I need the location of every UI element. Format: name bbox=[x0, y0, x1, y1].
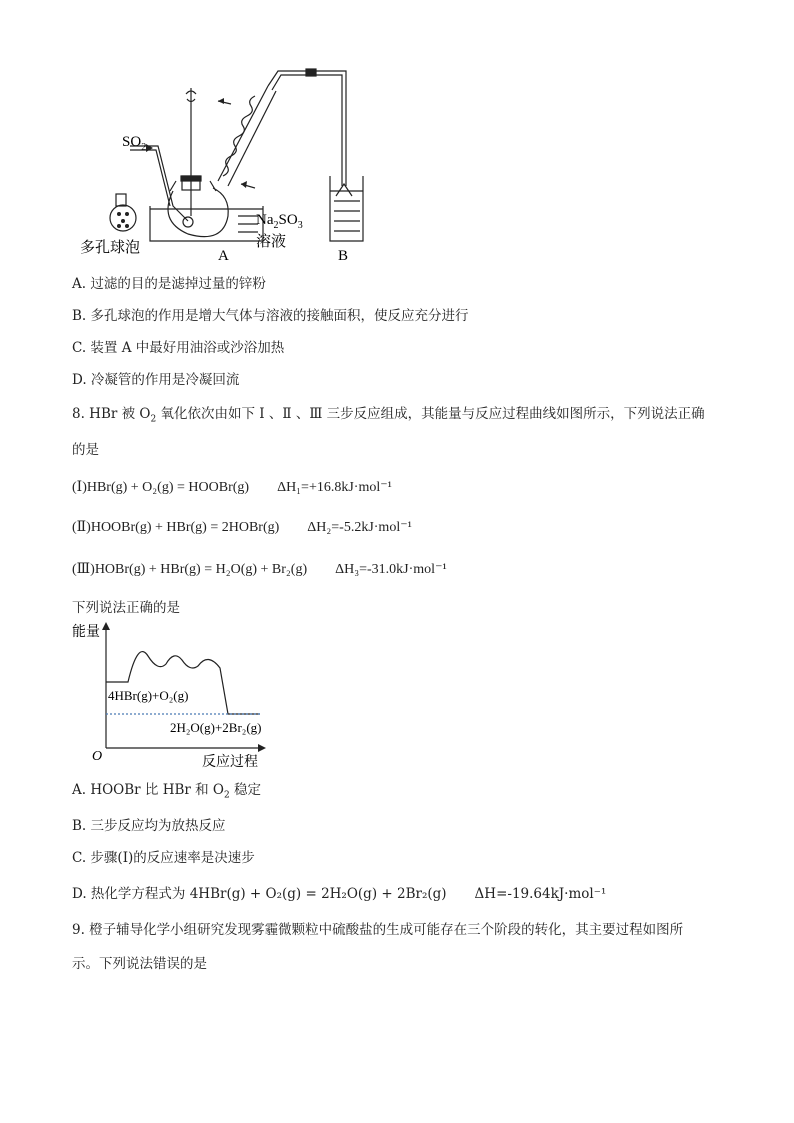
q9-stem-line1: 9. 橙子辅导化学小组研究发现雾霾微颗粒中硫酸盐的生成可能存在三个阶段的转化，其主要过程如图所 bbox=[72, 922, 684, 938]
q8-equation-2: (Ⅱ)HOOBr(g) + HBr(g) = 2HOBr(g) ΔH₂=-5.2kJ·mol⁻¹ bbox=[72, 520, 412, 535]
bubbler-label: 多孔球泡 bbox=[80, 240, 141, 256]
q8-equation-1: (Ⅰ)HBr(g) + O₂(g) = HOOBr(g) ΔH₁=+16.8kJ·mol⁻¹ bbox=[72, 480, 392, 495]
q8-option-c: C. 步骤(Ⅰ)的反应速率是决速步 bbox=[72, 850, 255, 866]
q7-option-d: D. 冷凝管的作用是冷凝回流 bbox=[72, 372, 240, 388]
q8-equation-3: (Ⅲ)HOBr(g) + HBr(g) = H₂O(g) + Br₂(g) ΔH₃=-31.0kJ·mol⁻¹ bbox=[72, 562, 447, 577]
apparatus-label-a: A bbox=[218, 248, 229, 264]
solution-label: 溶液 bbox=[256, 234, 287, 250]
q8-stem-line1: 8. HBr 被 $O_2$ 氧化依次由如下 Ⅰ 、Ⅱ 、Ⅲ 三步反应组成，其能量与反应过程曲线如图所示，下列说法正确 bbox=[72, 406, 705, 425]
q8-option-b: B. 三步反应均为放热反应 bbox=[72, 818, 226, 834]
q8-option-a: A. HOOBr 比 HBr 和 $O_2$ 稳定 bbox=[72, 782, 262, 801]
apparatus-figure bbox=[78, 66, 378, 266]
energy-products-label: 2H₂O(g)+2Br₂(g) bbox=[170, 720, 262, 735]
energy-xlabel: 反应过程 bbox=[202, 755, 258, 770]
q7-option-c: C. 装置 A 中最好用油浴或沙浴加热 bbox=[72, 340, 285, 356]
q7-option-b: B. 多孔球泡的作用是增大气体与溶液的接触面积，使反应充分进行 bbox=[72, 308, 469, 324]
na2so3-label: $Na_2SO_3$ bbox=[256, 212, 303, 231]
energy-reactants-label: 4HBr(g)+O₂(g) bbox=[108, 688, 189, 703]
apparatus-label-b: B bbox=[338, 248, 349, 264]
energy-diagram bbox=[70, 620, 290, 770]
q8-stem-line2: 的是 bbox=[72, 442, 99, 458]
so2-label: $SO_2$ bbox=[122, 134, 147, 153]
q9-stem-line2: 示。下列说法错误的是 bbox=[72, 956, 207, 972]
energy-curve bbox=[106, 652, 260, 714]
q7-option-a: A. 过滤的目的是滤掉过量的锌粉 bbox=[72, 276, 266, 292]
q8-option-d: D. 热化学方程式为 4HBr(g) + O₂(g) = 2H₂O(g) + 2Br₂(g) ΔH=-19.64kJ·mol⁻¹ bbox=[72, 886, 607, 902]
energy-ylabel: 能量 bbox=[72, 625, 100, 640]
energy-origin: O bbox=[92, 749, 103, 764]
q8-prompt: 下列说法正确的是 bbox=[72, 600, 180, 616]
